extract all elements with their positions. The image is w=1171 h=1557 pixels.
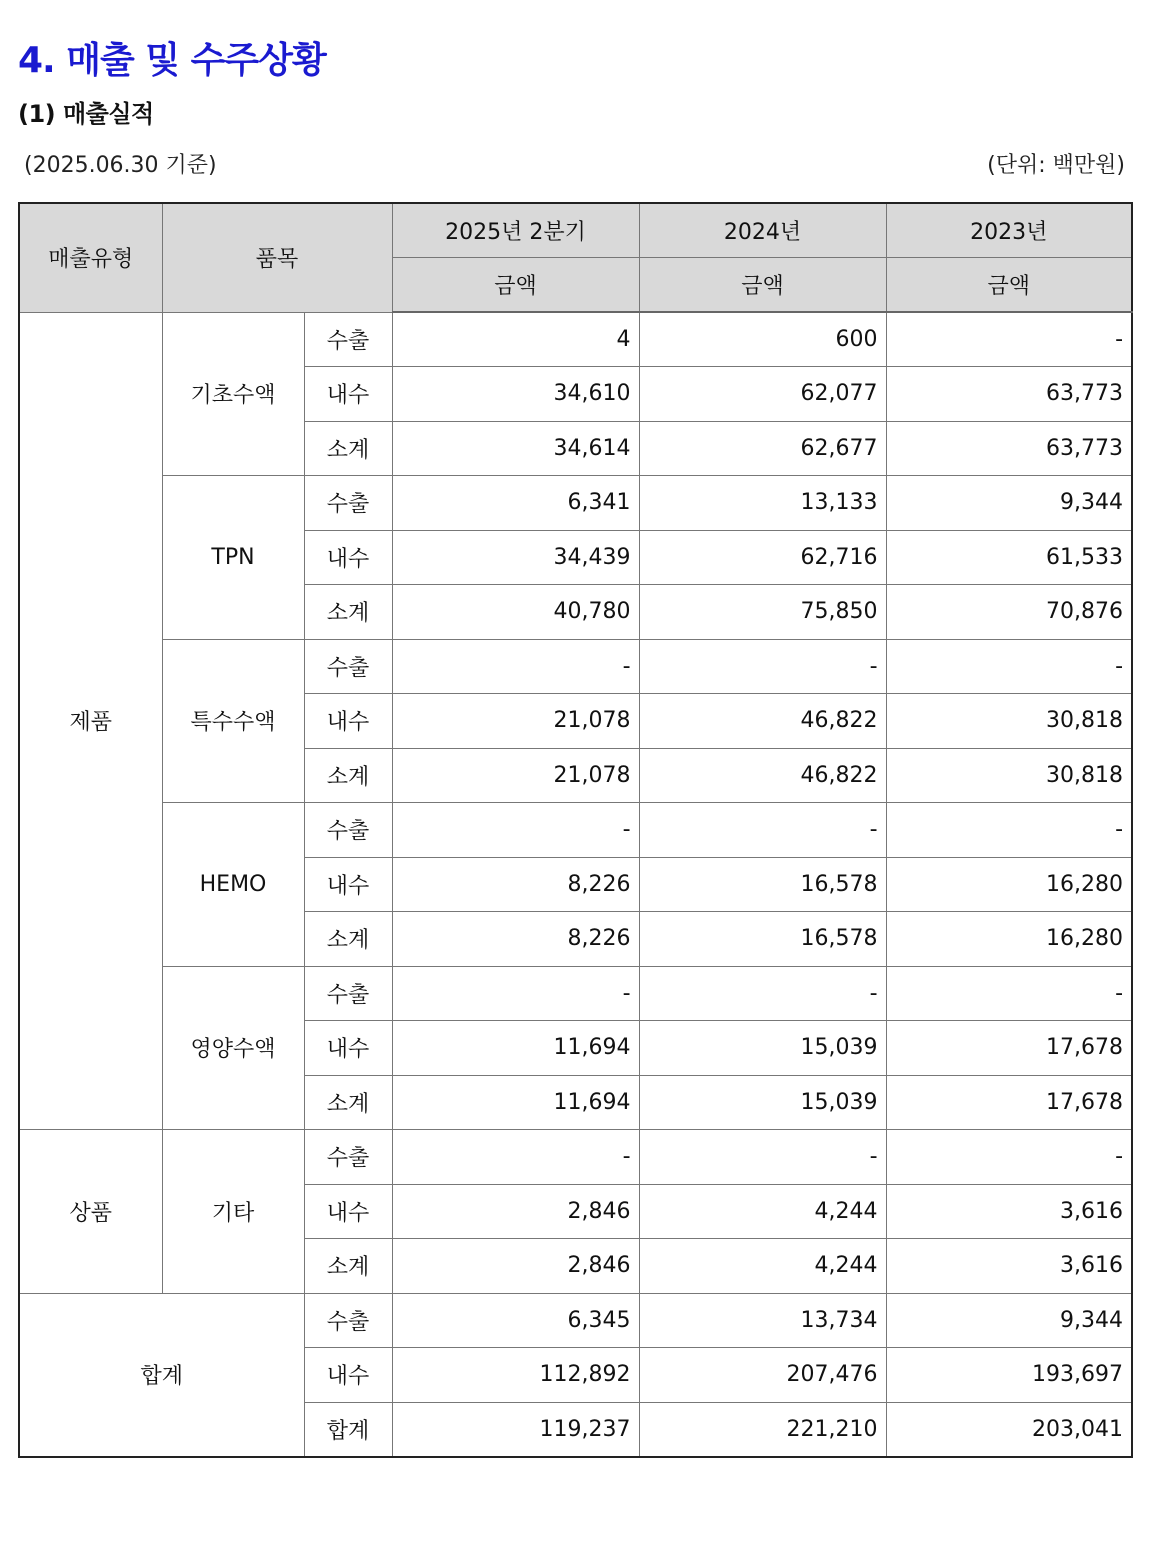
total-amount-cell: 112,892 <box>392 1348 639 1403</box>
amount-cell: - <box>886 966 1132 1021</box>
unit-note: (단위: 백만원) <box>987 153 1125 178</box>
amount-cell: 8,226 <box>392 912 639 967</box>
amount-cell: - <box>392 803 639 858</box>
row-label-cell: 소계 <box>304 1075 392 1130</box>
product-name-cell: HEMO <box>162 803 304 967</box>
amount-cell: 16,578 <box>639 912 886 967</box>
row-label-cell: 소계 <box>304 912 392 967</box>
product-name-cell: 영양수액 <box>162 966 304 1130</box>
amount-cell: 21,078 <box>392 748 639 803</box>
table-row <box>19 1130 1132 1185</box>
row-label-cell: 내수 <box>304 1021 392 1076</box>
total-label-cell: 합계 <box>19 1293 304 1457</box>
header-sales-type: 매출유형 <box>19 203 162 312</box>
total-amount-cell: 119,237 <box>392 1402 639 1457</box>
amount-cell: 30,818 <box>886 748 1132 803</box>
subsection-title: (1) 매출실적 <box>18 100 154 128</box>
product-name-cell: 기초수액 <box>162 312 304 476</box>
row-label-cell: 수출 <box>304 312 392 367</box>
total-row <box>19 1293 1132 1348</box>
amount-cell: 4,244 <box>639 1184 886 1239</box>
row-label-cell: 내수 <box>304 694 392 749</box>
header-amount: 금액 <box>392 258 639 313</box>
sales-performance-table <box>18 202 1133 1458</box>
total-amount-cell: 203,041 <box>886 1402 1132 1457</box>
row-label-cell: 수출 <box>304 803 392 858</box>
amount-cell: 4 <box>392 312 639 367</box>
row-label-cell: 내수 <box>304 1348 392 1403</box>
amount-cell: 30,818 <box>886 694 1132 749</box>
amount-cell: 11,694 <box>392 1075 639 1130</box>
header-amount: 금액 <box>639 258 886 313</box>
sales-type-cell: 제품 <box>19 312 162 1130</box>
row-label-cell: 수출 <box>304 1130 392 1185</box>
amount-cell: - <box>639 966 886 1021</box>
amount-cell: - <box>886 1130 1132 1185</box>
header-row-1 <box>19 203 1132 258</box>
total-amount-cell: 221,210 <box>639 1402 886 1457</box>
header-product: 품목 <box>162 203 392 312</box>
row-label-cell: 수출 <box>304 639 392 694</box>
amount-cell: 13,133 <box>639 476 886 531</box>
table-row <box>19 966 1132 1021</box>
row-label-cell: 내수 <box>304 857 392 912</box>
header-period-2025q2: 2025년 2분기 <box>392 203 639 258</box>
table-row <box>19 476 1132 531</box>
header-period-2023: 2023년 <box>886 203 1132 258</box>
table-body <box>19 312 1132 1457</box>
amount-cell: - <box>886 312 1132 367</box>
row-label-cell: 소계 <box>304 585 392 640</box>
amount-cell: 8,226 <box>392 857 639 912</box>
product-name-cell: TPN <box>162 476 304 640</box>
amount-cell: 9,344 <box>886 476 1132 531</box>
amount-cell: 2,846 <box>392 1239 639 1294</box>
amount-cell: - <box>392 639 639 694</box>
amount-cell: 34,614 <box>392 421 639 476</box>
header-amount: 금액 <box>886 258 1132 313</box>
amount-cell: 21,078 <box>392 694 639 749</box>
amount-cell: 75,850 <box>639 585 886 640</box>
row-label-cell: 내수 <box>304 1184 392 1239</box>
row-label-cell: 합계 <box>304 1402 392 1457</box>
amount-cell: 17,678 <box>886 1075 1132 1130</box>
amount-cell: 63,773 <box>886 421 1132 476</box>
basis-date: (2025.06.30 기준) <box>24 153 217 178</box>
amount-cell: - <box>639 639 886 694</box>
amount-cell: - <box>886 639 1132 694</box>
amount-cell: 63,773 <box>886 367 1132 422</box>
row-label-cell: 소계 <box>304 1239 392 1294</box>
amount-cell: 3,616 <box>886 1239 1132 1294</box>
amount-cell: 62,677 <box>639 421 886 476</box>
amount-cell: 2,846 <box>392 1184 639 1239</box>
amount-cell: 600 <box>639 312 886 367</box>
table-row <box>19 312 1132 367</box>
amount-cell: 62,716 <box>639 530 886 585</box>
sales-type-cell: 상품 <box>19 1130 162 1294</box>
amount-cell: - <box>392 1130 639 1185</box>
amount-cell: 61,533 <box>886 530 1132 585</box>
amount-cell: 40,780 <box>392 585 639 640</box>
amount-cell: 15,039 <box>639 1021 886 1076</box>
header-period-2024: 2024년 <box>639 203 886 258</box>
amount-cell: - <box>639 1130 886 1185</box>
row-label-cell: 소계 <box>304 421 392 476</box>
row-label-cell: 내수 <box>304 367 392 422</box>
section-title: 4. 매출 및 수주상황 <box>18 40 326 81</box>
total-amount-cell: 9,344 <box>886 1293 1132 1348</box>
row-label-cell: 소계 <box>304 748 392 803</box>
amount-cell: 34,610 <box>392 367 639 422</box>
row-label-cell: 수출 <box>304 1293 392 1348</box>
amount-cell: 16,578 <box>639 857 886 912</box>
amount-cell: 17,678 <box>886 1021 1132 1076</box>
amount-cell: 4,244 <box>639 1239 886 1294</box>
amount-cell: 15,039 <box>639 1075 886 1130</box>
amount-cell: 16,280 <box>886 912 1132 967</box>
total-amount-cell: 6,345 <box>392 1293 639 1348</box>
table-row <box>19 639 1132 694</box>
row-label-cell: 내수 <box>304 530 392 585</box>
product-name-cell: 특수수액 <box>162 639 304 803</box>
amount-cell: 62,077 <box>639 367 886 422</box>
amount-cell: - <box>392 966 639 1021</box>
amount-cell: 46,822 <box>639 694 886 749</box>
amount-cell: - <box>639 803 886 858</box>
product-name-cell: 기타 <box>162 1130 304 1294</box>
row-label-cell: 수출 <box>304 966 392 1021</box>
total-amount-cell: 13,734 <box>639 1293 886 1348</box>
amount-cell: - <box>886 803 1132 858</box>
amount-cell: 11,694 <box>392 1021 639 1076</box>
amount-cell: 6,341 <box>392 476 639 531</box>
amount-cell: 70,876 <box>886 585 1132 640</box>
amount-cell: 46,822 <box>639 748 886 803</box>
amount-cell: 34,439 <box>392 530 639 585</box>
amount-cell: 16,280 <box>886 857 1132 912</box>
amount-cell: 3,616 <box>886 1184 1132 1239</box>
table-row <box>19 803 1132 858</box>
row-label-cell: 수출 <box>304 476 392 531</box>
total-amount-cell: 193,697 <box>886 1348 1132 1403</box>
total-amount-cell: 207,476 <box>639 1348 886 1403</box>
